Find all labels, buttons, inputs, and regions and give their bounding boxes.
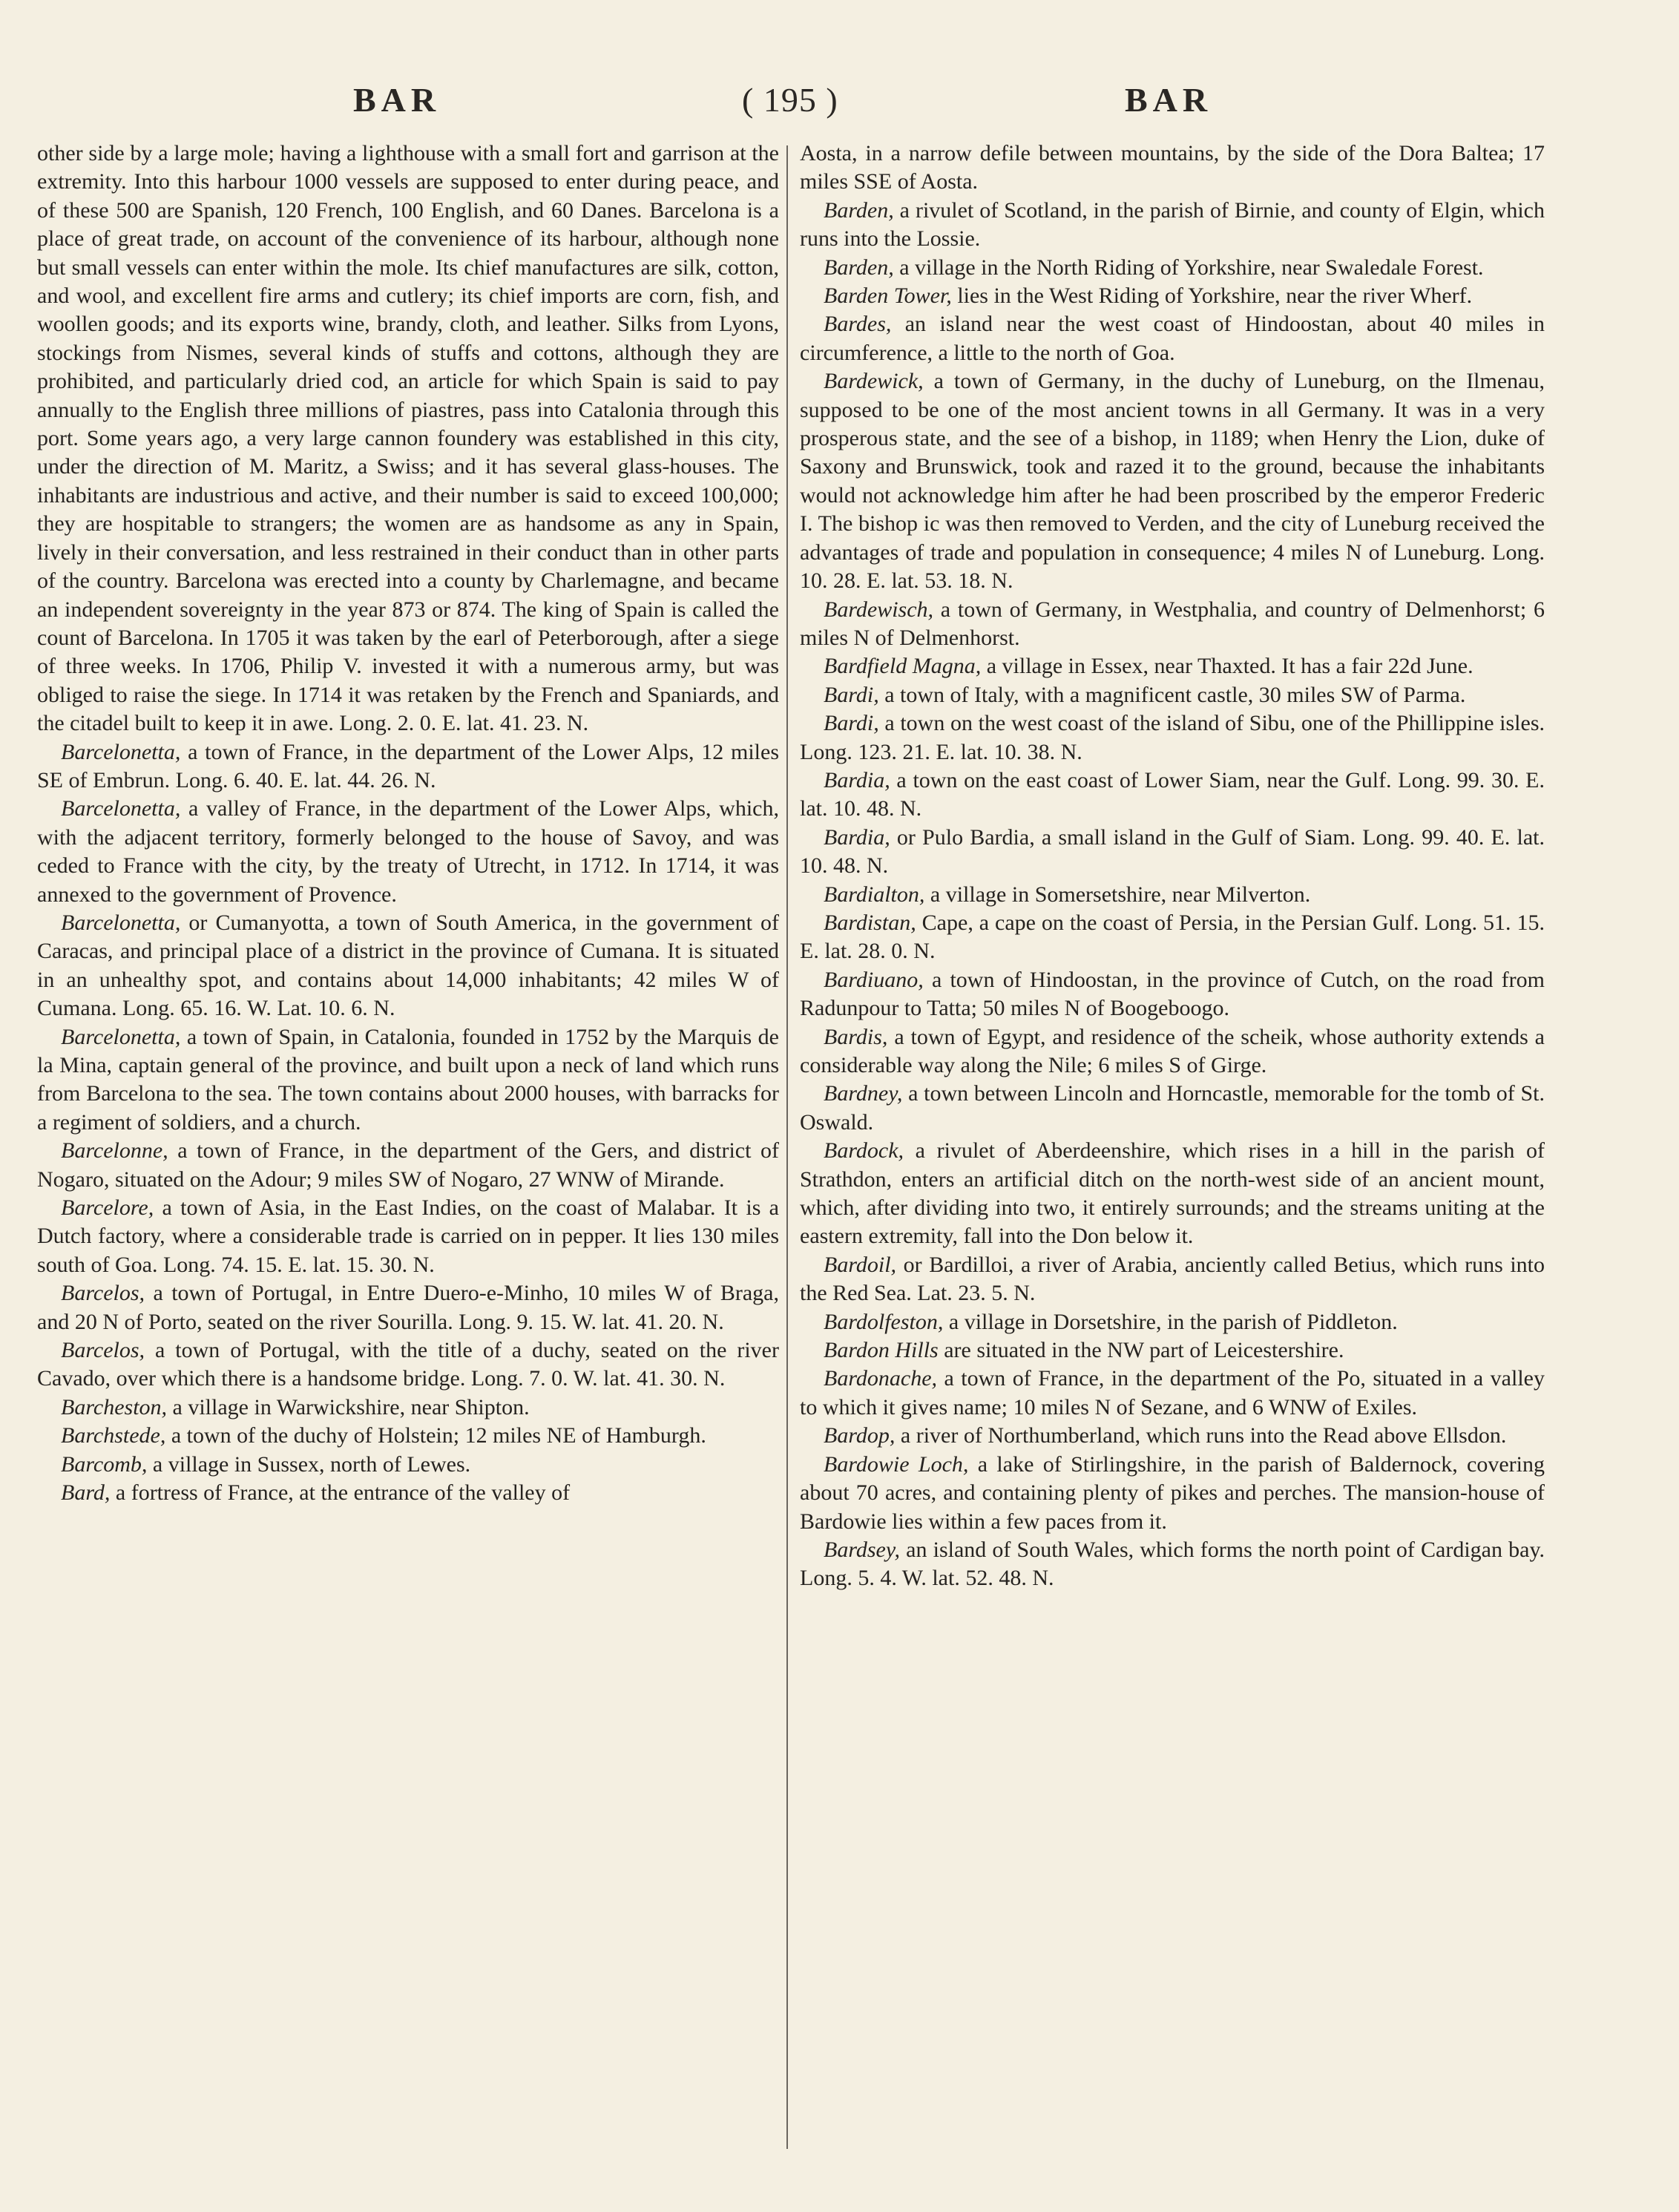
gazetteer-entry	[800, 681, 1545, 709]
entry-text: a town of Germany, in Westphalia, and country of Delmenhorst; 6 miles N of Delmenhorst.	[800, 597, 1545, 650]
page-number: ( 195 )	[742, 81, 838, 119]
header-right-guide-word: BAR	[1125, 81, 1213, 119]
gazetteer-entry	[37, 1279, 779, 1336]
entry-text: a town of Asia, in the East Indies, on the coast of Malabar. It is a Dutch factory, where a considerable trade is carried on in pepper. It lies 130 miles south of Goa. Long. 74. 15. E. lat. 15. 30. N.	[37, 1195, 779, 1277]
running-header	[0, 80, 1679, 132]
entry-headword: Barcelonetta,	[61, 796, 181, 821]
gazetteer-entry	[37, 1394, 779, 1422]
entry-headword: Bardonache,	[824, 1366, 938, 1391]
gazetteer-entry	[800, 254, 1545, 282]
gazetteer-entry	[37, 738, 779, 795]
entry-headword: Barden Tower,	[824, 283, 952, 309]
entry-text: a fortress of France, at the entrance of the valley of	[110, 1480, 571, 1506]
gazetteer-entry	[37, 1479, 779, 1507]
entry-headword: Bardop,	[824, 1423, 896, 1448]
entry-headword: Barcelonetta,	[61, 739, 181, 764]
entry-headword: Barcheston,	[61, 1394, 168, 1420]
entry-text: a town of the duchy of Holstein; 12 miles NE of Hamburgh.	[165, 1423, 706, 1448]
entry-headword: Bardis,	[824, 1024, 888, 1049]
entry-text: a lake of Stirlingshire, in the parish of Baldernock, covering about 70 acres, and containing plenty of pikes and perches. The mansion-house of Bardowie lies within a few paces from it.	[800, 1451, 1545, 1534]
gazetteer-entry	[800, 767, 1545, 824]
entry-headword: Barcomb,	[61, 1451, 148, 1477]
gazetteer-entry	[800, 652, 1545, 680]
gazetteer-entry	[800, 1365, 1545, 1422]
gazetteer-entry	[800, 909, 1545, 966]
gazetteer-entry	[800, 367, 1545, 595]
gazetteer-entry	[37, 1422, 779, 1450]
entry-headword: Bardon Hills	[824, 1338, 939, 1363]
entry-text: other side by a large mole; having a lighthouse with a small fort and garrison at the extremity. Into this harbour 1000 vessels are supposed to enter during peace, and of these 500 are Spanish, 120 French, 100 English, and 60 Danes. Barcelona is a place of great trade, on account of the convenience of its harbour, although none but small vessels can enter within the mole. Its chief manufactures are silk, cotton, and wool, and excellent fire arms and cutlery; its chief imports are corn, fish, and woollen goods; and its exports wine, brandy, cloth, and leather. Silks from Lyons, stockings from Nismes, several kinds of stuffs and cottons, although they are prohibited, and particularly dried cod, an article for which Spain is said to pay annually to the English three millions of piastres, pass into Catalonia through this port. Some years ago, a very large cannon foundery was established in this city, under the direction of M. Maritz, a Swiss; and it has several glass-houses. The inhabitants are industrious and active, and their number is said to exceed 100,000; they are hospitable to strangers; the women are as handsome as any in Spain, lively in their conversation, and less restrained in their conduct than in other parts of the country. Barcelona was erected into a county by Charlemagne, and became an independent sovereignty in the year 873 or 874. The king of Spain is called the count of Barcelona. In 1705 it was taken by the earl of Peterborough, after a siege of three weeks. In 1706, Philip V. invested it with a numerous army, but was obliged to raise the siege. In 1714 it was retaken by the French and Spaniards, and the citadel built to keep it in awe. Long. 2. 0. E. lat. 41. 23. N.	[37, 141, 779, 736]
entry-text: or Pulo Bardia, a small island in the Gulf of Siam. Long. 99. 40. E. lat. 10. 48. N.	[800, 824, 1545, 879]
gazetteer-entry	[800, 824, 1545, 881]
entry-headword: Bardoil,	[824, 1252, 897, 1277]
header-left-guide-word: BAR	[353, 81, 441, 119]
entry-headword: Bardiuano,	[824, 967, 924, 992]
gazetteer-entry	[800, 881, 1545, 909]
gazetteer-entry	[800, 1536, 1545, 1593]
entry-headword: Barden,	[824, 197, 894, 223]
entry-headword: Bardewick,	[824, 369, 924, 394]
right-column	[800, 140, 1545, 1593]
entry-text: a village in Essex, near Thaxted. It has a fair 22d June.	[981, 654, 1473, 679]
gazetteer-entry	[800, 310, 1545, 367]
entry-headword: Bardi,	[824, 682, 879, 707]
entry-headword: Barcelonetta,	[61, 910, 181, 935]
entry-headword: Bardistan,	[824, 910, 916, 935]
entry-text: or Cumanyotta, a town of South America, in the government of Caracas, and principal place of a district in the province of Cumana. It is situated in an unhealthy spot, and contains about 14,000 inhabitants; 42 miles W of Cumana. Long. 65. 16. W. Lat. 10. 6. N.	[37, 910, 779, 1021]
gazetteer-entry	[800, 1023, 1545, 1080]
entry-text: a town of Hindoostan, in the province of Cutch, on the road from Radunpour to Tatta; 50 miles N of Boogeboogo.	[800, 967, 1545, 1021]
entry-headword: Barcelonne,	[61, 1138, 168, 1164]
entry-headword: Bardowie Loch,	[824, 1451, 969, 1477]
entry-headword: Bardia,	[824, 824, 890, 850]
entry-headword: Bardfield Magna,	[824, 654, 982, 679]
entry-text: a town of France, in the department of the Lower Alps, 12 miles SE of Embrun. Long. 6. 40. E. lat. 44. 26. N.	[37, 739, 779, 792]
entry-text: Aosta, in a narrow defile between mountains, by the side of the Dora Baltea; 17 miles SSE of Aosta.	[800, 141, 1545, 194]
entry-text: lies in the West Riding of Yorkshire, near the river Wherf.	[951, 283, 1473, 309]
entry-text: a village in the North Riding of Yorkshire, near Swaledale Forest.	[893, 255, 1484, 280]
entry-headword: Barchstede,	[61, 1423, 166, 1448]
entry-text: a town of Spain, in Catalonia, founded in 1752 by the Marquis de la Mina, captain general of the province, and built upon a neck of land which runs from Barcelona to the sea. The town contains about 2000 houses, with barracks for a regiment of soldiers, and a church.	[37, 1024, 779, 1135]
entry-headword: Barden,	[824, 255, 894, 280]
entry-headword: Bardolfeston,	[824, 1309, 944, 1334]
gazetteer-entry	[800, 1422, 1545, 1450]
gazetteer-entry	[800, 1336, 1545, 1365]
entry-text: an island of South Wales, which forms the north point of Cardigan bay. Long. 5. 4. W. lat. 52. 48. N.	[800, 1537, 1545, 1591]
entry-text: a village in Warwickshire, near Shipton.	[167, 1394, 530, 1420]
gazetteer-entry	[37, 1023, 779, 1138]
gazetteer-entry	[37, 795, 779, 909]
gazetteer-entry	[37, 909, 779, 1023]
entry-text: a town of Portugal, with the title of a duchy, seated on the river Cavado, over which there is a handsome bridge. Long. 7. 0. W. lat. 41. 30. N.	[37, 1338, 779, 1391]
entry-text: a town on the west coast of the island of Sibu, one of the Phillippine isles. Long. 123. 21. E. lat. 10. 38. N.	[800, 711, 1545, 764]
entry-text: Cape, a cape on the coast of Persia, in the Persian Gulf. Long. 51. 15. E. lat. 28. 0. N.	[800, 910, 1545, 964]
gazetteer-entry	[800, 282, 1545, 310]
entry-text: a town on the east coast of Lower Siam, near the Gulf. Long. 99. 30. E. lat. 10. 48. N.	[800, 767, 1545, 821]
gazetteer-entry	[800, 1251, 1545, 1308]
entry-headword: Bardes,	[824, 312, 892, 337]
gazetteer-entry	[800, 709, 1545, 767]
entry-text: or Bardilloi, a river of Arabia, anciently called Betius, which runs into the Red Sea. Lat. 23. 5. N.	[800, 1252, 1545, 1306]
entry-text: a rivulet of Scotland, in the parish of Birnie, and county of Elgin, which runs into the Lossie.	[800, 197, 1545, 252]
left-column	[37, 140, 779, 1508]
entry-headword: Barcelonetta,	[61, 1024, 181, 1049]
entry-text: a rivulet of Aberdeenshire, which rises in a hill in the parish of Strathdon, enters an artificial ditch on the north-west side of an ancient mount, which, after dividing into two, it entirely surrounds; and the streams uniting at the eastern extremity, fall into the Don below it.	[800, 1138, 1545, 1249]
entry-headword: Bardney,	[824, 1081, 903, 1106]
entry-text: a town of Germany, in the duchy of Luneburg, on the Ilmenau, supposed to be one of the most ancient towns in all Germany. It was in a very prosperous state, and the see of a bishop, in 1189; when Henry the Lion, duke of Saxony and Brunswick, took and razed it to the ground, because the inhabitants would not acknowledge him after he had been proscribed by the emperor Frederic I. The bishop ic was then removed to Verden, and the city of Luneburg received the advantages of trade and population in consequence; 4 miles N of Luneburg. Long. 10. 28. E. lat. 53. 18. N.	[800, 369, 1545, 594]
entry-headword: Bardi,	[824, 711, 879, 736]
gazetteer-entry	[37, 1194, 779, 1279]
entry-headword: Bardock,	[824, 1138, 904, 1164]
entry-headword: Barcelore,	[61, 1195, 154, 1221]
entry-text: a town of Portugal, in Entre Duero-e-Minho, 10 miles W of Braga, and 20 N of Porto, seated on the river Sourilla. Long. 9. 15. W. lat. 41. 20. N.	[37, 1281, 779, 1334]
column-divider	[786, 145, 788, 2149]
entry-text: a river of Northumberland, which runs into the Read above Ellsdon.	[895, 1423, 1507, 1448]
entry-text: a village in Somersetshire, near Milverton.	[924, 882, 1311, 907]
entry-text: a village in Sussex, north of Lewes.	[147, 1451, 471, 1477]
entry-text: are situated in the NW part of Leicestershire.	[938, 1338, 1344, 1363]
entry-headword: Bardialton,	[824, 882, 925, 907]
gazetteer-entry	[800, 1308, 1545, 1336]
gazetteer-entry	[800, 1137, 1545, 1251]
entry-text: a town of Egypt, and residence of the scheik, whose authority extends a considerable way along the Nile; 6 miles S of Girge.	[800, 1024, 1545, 1077]
gazetteer-entry	[800, 197, 1545, 254]
entry-headword: Bardewisch,	[824, 597, 934, 622]
entry-headword: Barcelos,	[61, 1281, 145, 1306]
gazetteer-entry	[800, 1451, 1545, 1536]
gazetteer-entry	[37, 1336, 779, 1394]
entry-continuation	[800, 140, 1545, 197]
entry-headword: Bardia,	[824, 767, 890, 792]
gazetteer-entry	[37, 1137, 779, 1194]
entry-headword: Barcelos,	[61, 1338, 145, 1363]
gazetteer-entry	[800, 966, 1545, 1023]
gazetteer-entry	[37, 1451, 779, 1479]
entry-text: a town of France, in the department of the Gers, and district of Nogaro, situated on the Adour; 9 miles SW of Nogaro, 27 WNW of Mirande.	[37, 1138, 779, 1192]
entry-text: a town between Lincoln and Horncastle, memorable for the tomb of St. Oswald.	[800, 1081, 1545, 1135]
gazetteer-entry	[800, 1080, 1545, 1137]
entry-headword: Bardsey,	[824, 1537, 901, 1562]
entry-text: a village in Dorsetshire, in the parish of Piddleton.	[943, 1309, 1398, 1334]
entry-text: a town of France, in the department of the Po, situated in a valley to which it gives name; 10 miles N of Sezane, and 6 WNW of Exiles.	[800, 1366, 1545, 1420]
entry-text: an island near the west coast of Hindoostan, about 40 miles in circumference, a little to the north of Goa.	[800, 312, 1545, 365]
entry-text: a town of Italy, with a magnificent castle, 30 miles SW of Parma.	[878, 682, 1466, 707]
entry-text: a valley of France, in the department of the Lower Alps, which, with the adjacent territory, formerly belonged to the house of Savoy, and was ceded to France with the city, by the treaty of Utrecht, in 1712. In 1714, it was annexed to the government of Provence.	[37, 796, 779, 907]
gazetteer-entry	[800, 596, 1545, 653]
entry-continuation	[37, 140, 779, 738]
entry-headword: Bard,	[61, 1480, 111, 1506]
